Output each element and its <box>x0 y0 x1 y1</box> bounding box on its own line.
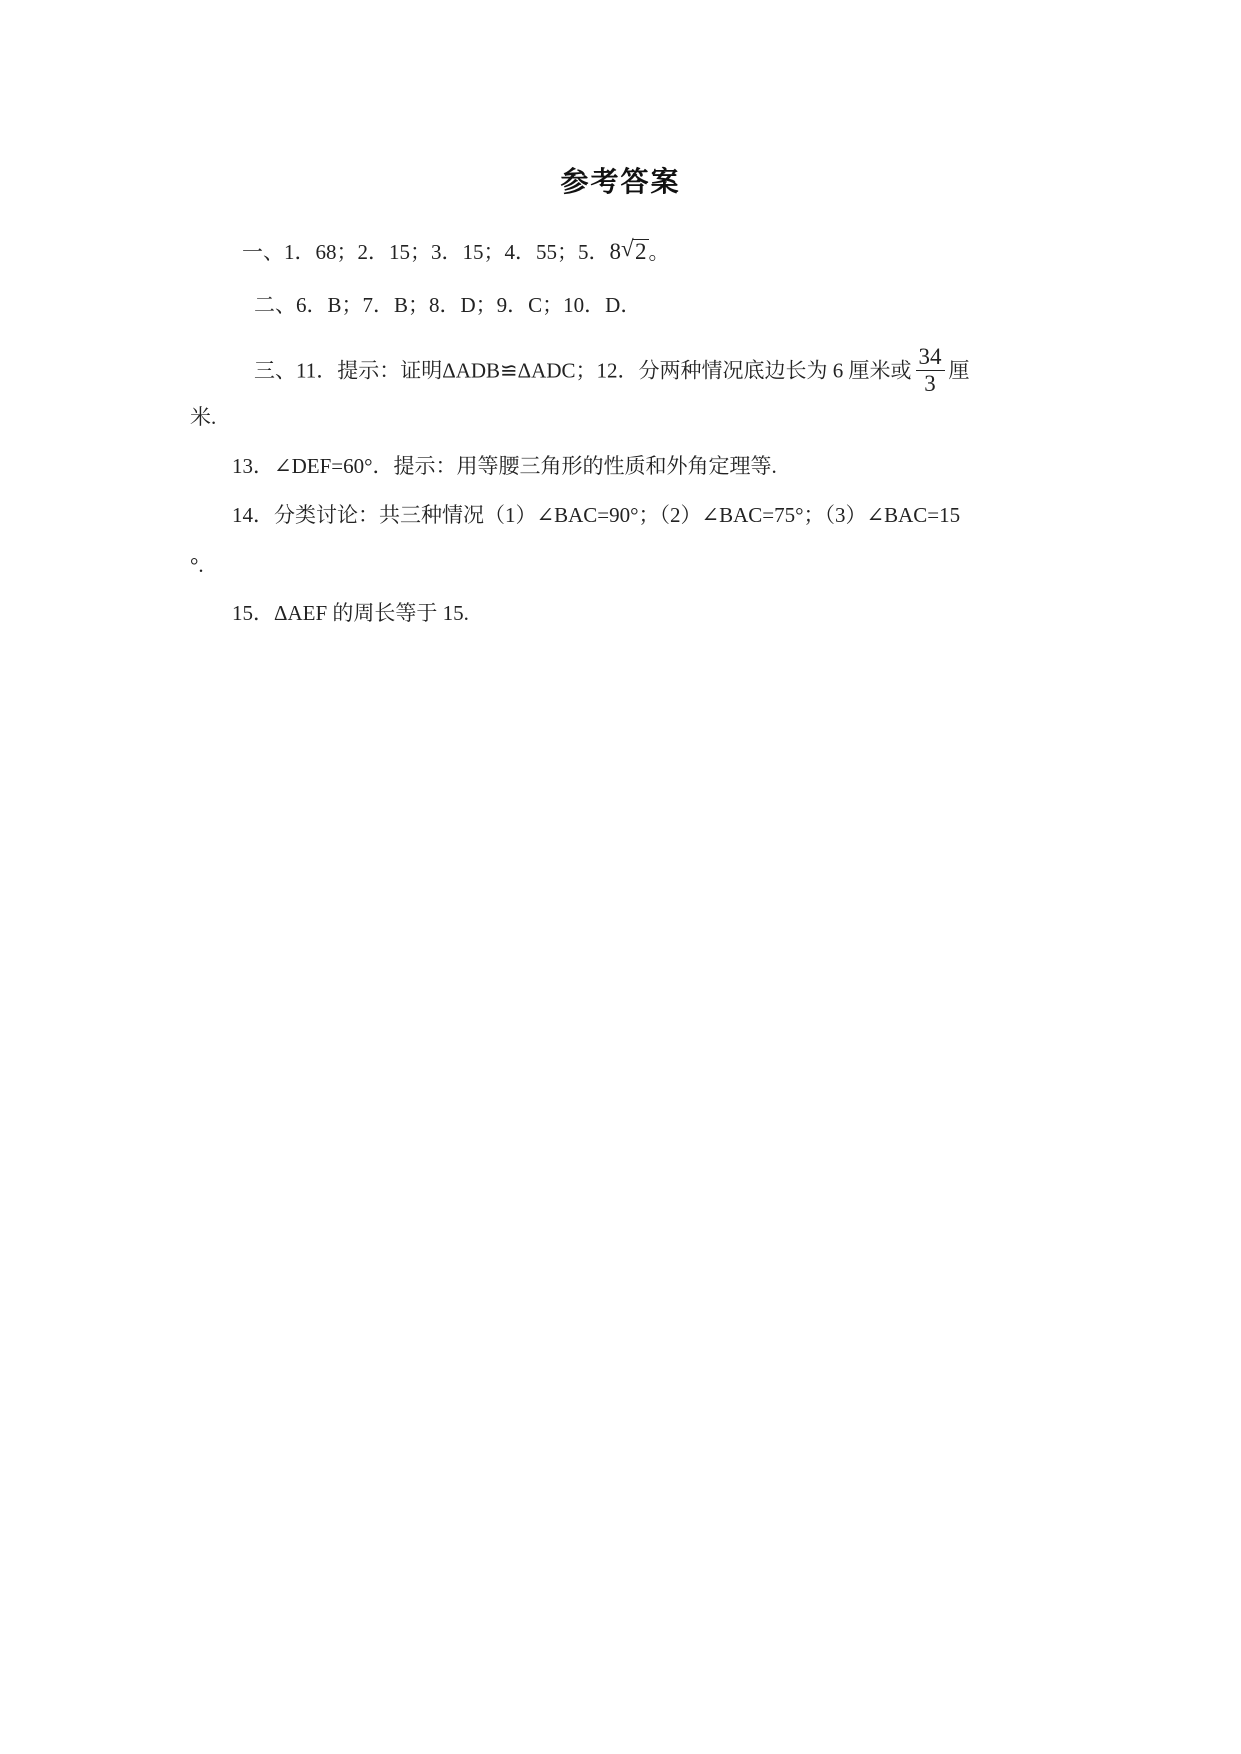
section3-answers-line1 <box>254 346 1054 399</box>
radical-coefficient: 8 <box>609 239 621 264</box>
page-title: 参考答案 <box>560 165 681 198</box>
square-root <box>621 237 649 267</box>
section2-answers: 二、6．B；7．B；8．D；9．C；10．D． <box>254 293 642 317</box>
item15-answer: 15．ΔAEF 的周长等于 15. <box>232 601 469 625</box>
fraction-numerator: 34 <box>916 344 945 371</box>
radicand: 2 <box>635 239 647 264</box>
item13-answer: 13．∠DEF=60°．提示：用等腰三角形的性质和外角定理等. <box>232 454 777 478</box>
section1-suffix: 。 <box>648 240 670 264</box>
section1-answers <box>242 237 670 267</box>
item14-answer-line1: 14．分类讨论：共三种情况（1）∠BAC=90°；（2）∠BAC=75°；（3）∠BAC=15 <box>232 503 961 527</box>
section1-prefix: 一、1．68；2．15；3．15；4．55；5． <box>242 240 610 264</box>
section3-suffix: 厘 <box>948 358 970 383</box>
section3-answers-line2: 米. <box>190 405 217 429</box>
fraction-denominator: 3 <box>924 371 936 396</box>
section3-prefix: 三、11．提示：证明ΔADB≌ΔADC；12．分两种情况底边长为 6 厘米或 <box>254 358 912 383</box>
item14-answer-line2: °. <box>190 553 204 577</box>
radical-sign: √ <box>621 236 634 261</box>
fraction-34-3 <box>916 344 945 397</box>
